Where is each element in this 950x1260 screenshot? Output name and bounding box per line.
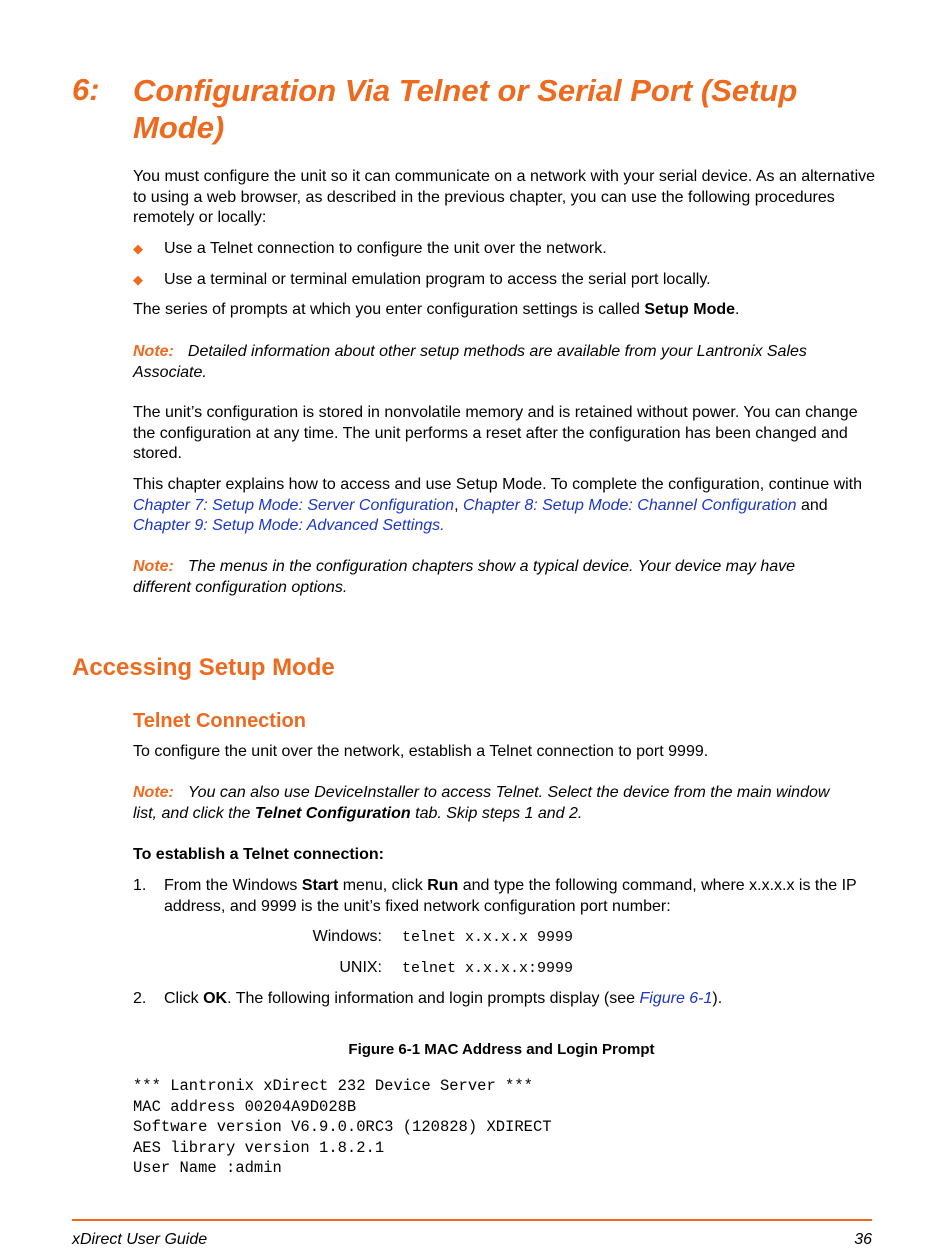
section-heading: Accessing Setup Mode bbox=[72, 654, 335, 681]
note-text: Detailed information about other setup methods are available from your Lantronix Sales Associate. bbox=[133, 343, 807, 381]
chapter-number: 6: bbox=[72, 72, 100, 107]
note-label: Note: bbox=[133, 784, 174, 801]
paragraph-text: , bbox=[454, 496, 463, 514]
step-fragment: and type the following command, where x.x.x.x is the IP address, and 9999 is the unit’s fixed network configuration port number: bbox=[164, 877, 857, 915]
note-text: The menus in the configuration chapters show a typical device. Your device may have different configuration options. bbox=[133, 558, 796, 596]
step-number: 1. bbox=[133, 877, 147, 894]
step-fragment: From the Windows bbox=[164, 877, 302, 894]
paragraph-text: . bbox=[440, 517, 445, 534]
link-chapter-9[interactable]: Chapter 9: Setup Mode: Advanced Settings bbox=[133, 517, 441, 534]
paragraph-text: This chapter explains how to access and use Setup Mode. To complete the configuration, continue with bbox=[133, 476, 863, 493]
terminal-line: AES library version 1.8.2.1 bbox=[133, 1138, 385, 1157]
note-label: Note: bbox=[133, 343, 174, 360]
footer-divider bbox=[72, 1219, 872, 1221]
subsection-heading: Telnet Connection bbox=[133, 710, 306, 732]
diamond-bullet-icon: ◆ bbox=[133, 241, 143, 256]
link-figure-6-1[interactable]: Figure 6-1 bbox=[639, 990, 713, 1007]
step-text bbox=[164, 989, 864, 1010]
step-fragment: ). bbox=[712, 990, 723, 1007]
procedure-title: To establish a Telnet connection: bbox=[133, 846, 384, 863]
note-label: Note: bbox=[133, 558, 174, 575]
chapter-links-paragraph bbox=[133, 475, 883, 537]
ok-term: OK bbox=[203, 990, 228, 1007]
setup-mode-paragraph bbox=[133, 300, 883, 321]
link-chapter-8[interactable]: Chapter 8: Setup Mode: Channel Configuration bbox=[462, 496, 797, 514]
step-fragment: menu, click bbox=[338, 877, 428, 894]
command-code: telnet x.x.x.x:9999 bbox=[402, 960, 574, 977]
telnet-port-paragraph: To configure the unit over the network, establish a Telnet connection to port 9999. bbox=[133, 743, 709, 760]
note-callout bbox=[133, 783, 833, 824]
chapter-title: Configuration Via Telnet or Serial Port (Setup Mode) bbox=[133, 73, 798, 145]
diamond-bullet-icon: ◆ bbox=[133, 272, 143, 287]
terminal-line: MAC address 00204A9D028B bbox=[133, 1097, 357, 1116]
step-text bbox=[164, 876, 864, 917]
paragraph-text: . bbox=[735, 301, 740, 318]
step-fragment: Click bbox=[164, 990, 204, 1007]
setup-mode-term: Setup Mode bbox=[644, 301, 736, 318]
start-term: Start bbox=[301, 877, 339, 894]
figure-caption: Figure 6-1 MAC Address and Login Prompt bbox=[348, 1041, 655, 1058]
step-fragment: . The following information and login prompts display (see bbox=[227, 990, 640, 1007]
command-label: Windows: bbox=[312, 928, 382, 945]
terminal-line: User Name :admin bbox=[133, 1159, 282, 1177]
intro-paragraph: You must configure the unit so it can communicate on a network with your serial device. As an alternative to using a web browser, as described in the previous chapter, you can use the following procedures remotely or locally: bbox=[133, 168, 876, 226]
paragraph-text: The series of prompts at which you enter configuration settings is called bbox=[133, 301, 645, 318]
footer-page-number: 36 bbox=[854, 1231, 872, 1248]
command-code: telnet x.x.x.x 9999 bbox=[402, 929, 574, 946]
note-callout bbox=[133, 557, 833, 598]
note-bold-term: Telnet Configuration bbox=[254, 804, 411, 822]
step-number: 2. bbox=[133, 990, 147, 1007]
command-label: UNIX: bbox=[339, 959, 382, 976]
run-term: Run bbox=[427, 877, 459, 894]
bullet-text: Use a Telnet connection to configure the unit over the network. bbox=[164, 240, 607, 257]
terminal-line: Software version V6.9.0.0RC3 (120828) XDIRECT bbox=[133, 1118, 552, 1136]
config-storage-paragraph: The unit’s configuration is stored in nonvolatile memory and is retained without power. You can change the configuration at any time. The unit performs a reset after the configuration has been changed and stored. bbox=[133, 404, 858, 462]
link-chapter-7[interactable]: Chapter 7: Setup Mode: Server Configuration bbox=[133, 496, 455, 514]
note-text: tab. Skip steps 1 and 2. bbox=[410, 804, 583, 822]
terminal-line: *** Lantronix xDirect 232 Device Server *** bbox=[133, 1077, 533, 1095]
paragraph-text: and bbox=[796, 496, 828, 514]
bullet-text: Use a terminal or terminal emulation program to access the serial port locally. bbox=[164, 271, 711, 288]
footer-document-title: xDirect User Guide bbox=[72, 1231, 208, 1248]
note-text: You can also use DeviceInstaller to access Telnet. Select the device from the main window list, and click the bbox=[133, 784, 830, 822]
terminal-output bbox=[133, 1076, 552, 1179]
note-callout bbox=[133, 342, 833, 383]
